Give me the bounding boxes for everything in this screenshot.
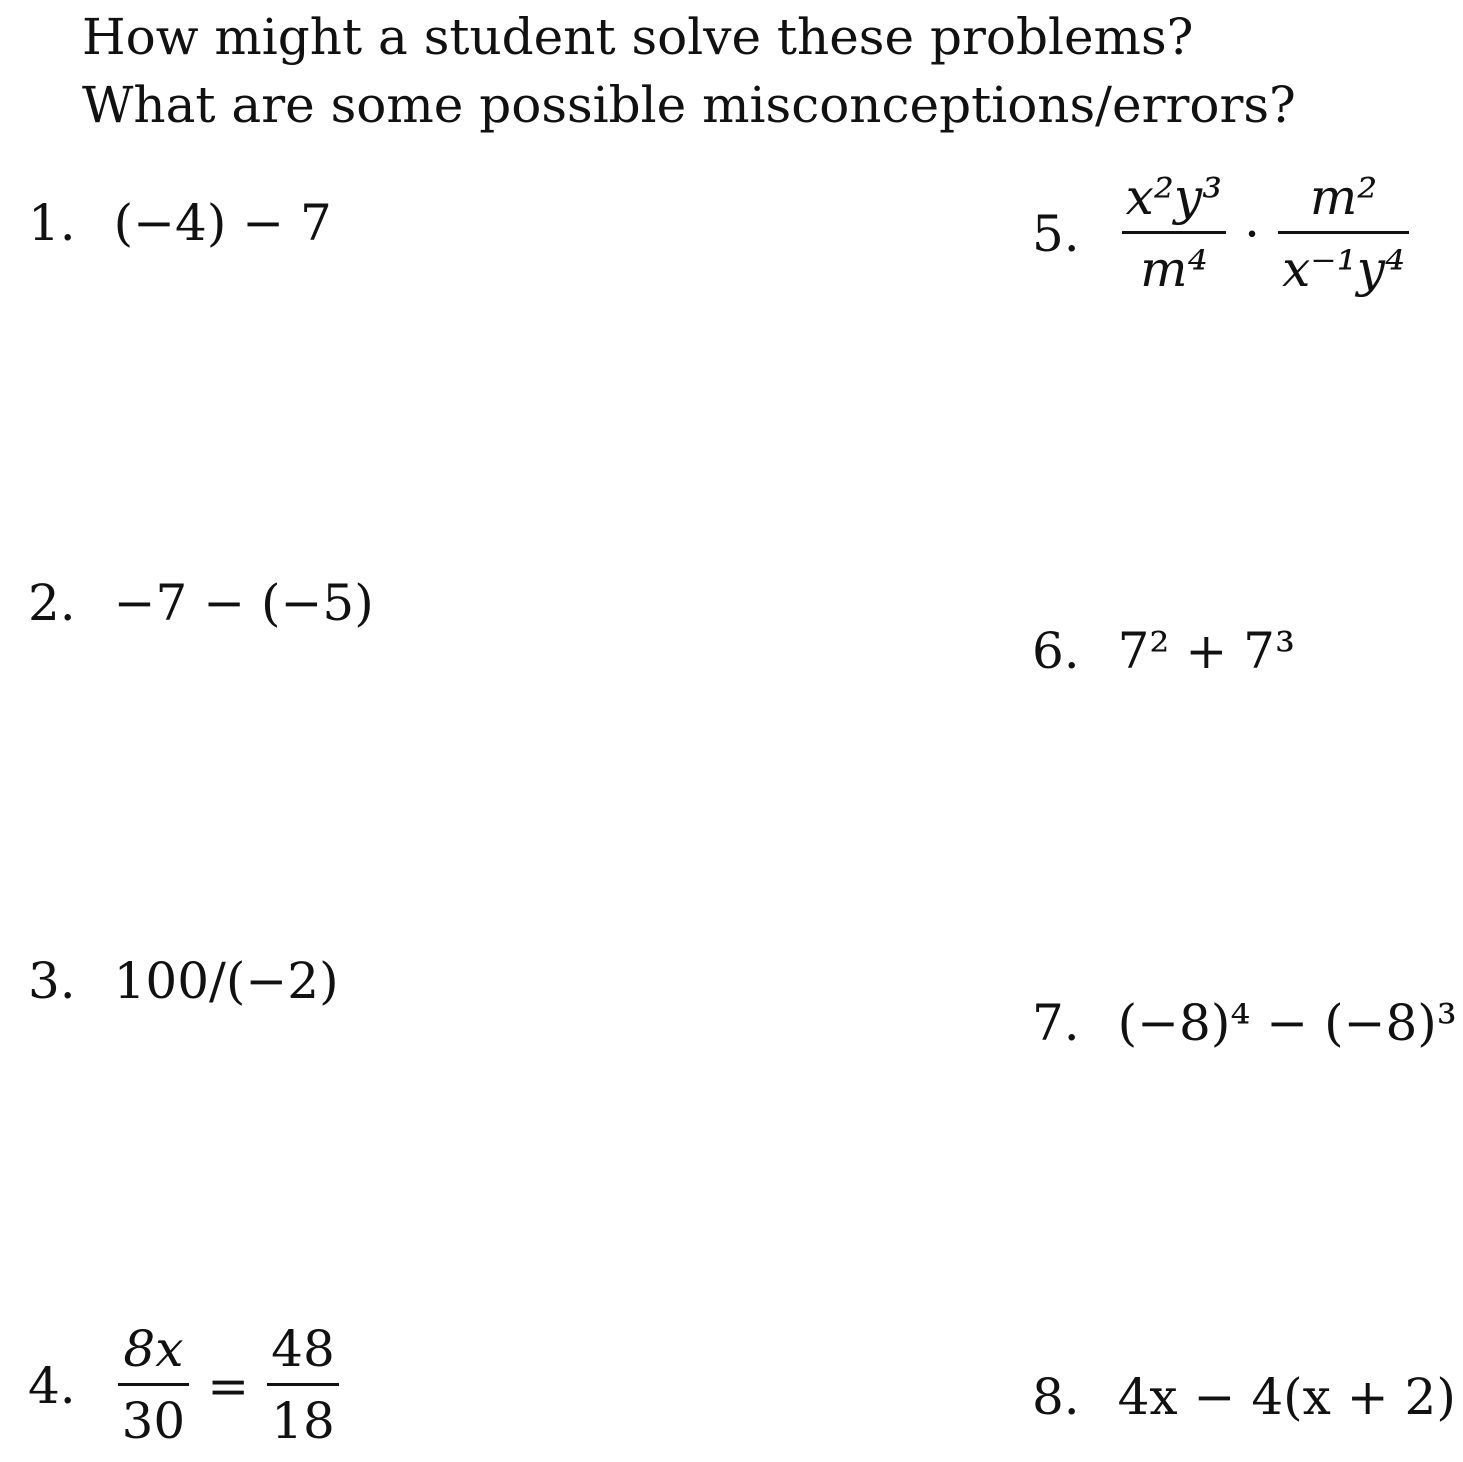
problem-expression bbox=[1118, 170, 1413, 297]
problem-number: 6. bbox=[1032, 622, 1080, 680]
problem-expression: 100/(−2) bbox=[113, 952, 339, 1010]
problem-8 bbox=[1032, 1368, 1456, 1426]
dot-operator: · bbox=[1244, 204, 1261, 263]
fraction-left bbox=[118, 1322, 190, 1449]
problem-number: 3. bbox=[28, 952, 76, 1010]
denominator: 30 bbox=[121, 1392, 186, 1450]
problem-expression: (−4) − 7 bbox=[113, 194, 332, 252]
problem-number: 5. bbox=[1032, 204, 1080, 263]
problem-number: 4. bbox=[28, 1356, 76, 1415]
heading-line-2: What are some possible misconceptions/errors? bbox=[82, 76, 1296, 134]
problem-number: 2. bbox=[28, 574, 76, 632]
problem-2 bbox=[28, 574, 374, 632]
problem-number: 8. bbox=[1032, 1368, 1080, 1426]
problem-1 bbox=[28, 194, 332, 252]
fraction-b bbox=[1278, 170, 1409, 297]
problem-expression bbox=[114, 1322, 343, 1449]
numerator: 48 bbox=[267, 1322, 339, 1386]
problem-6 bbox=[1032, 622, 1296, 680]
heading-line-1: How might a student solve these problems? bbox=[82, 8, 1194, 66]
problem-expression: −7 − (−5) bbox=[113, 574, 374, 632]
fraction-a bbox=[1122, 170, 1227, 297]
problem-5 bbox=[1032, 170, 1413, 297]
problem-expression: (−8)⁴ − (−8)³ bbox=[1117, 994, 1457, 1052]
denominator: m⁴ bbox=[1140, 240, 1208, 298]
fraction-right bbox=[267, 1322, 339, 1449]
numerator: x²y³ bbox=[1122, 170, 1227, 234]
problem-number: 1. bbox=[28, 194, 76, 252]
problem-number: 7. bbox=[1032, 994, 1080, 1052]
problem-expression: 4x − 4(x + 2) bbox=[1117, 1368, 1456, 1426]
numerator: 8x bbox=[118, 1322, 190, 1386]
problem-expression: 7² + 7³ bbox=[1117, 622, 1296, 680]
denominator: x⁻¹y⁴ bbox=[1282, 240, 1406, 298]
numerator: m² bbox=[1278, 170, 1409, 234]
equals-sign: = bbox=[207, 1356, 250, 1415]
problem-3 bbox=[28, 952, 339, 1010]
denominator: 18 bbox=[271, 1392, 335, 1450]
problem-4 bbox=[28, 1322, 343, 1449]
problem-7 bbox=[1032, 994, 1457, 1052]
